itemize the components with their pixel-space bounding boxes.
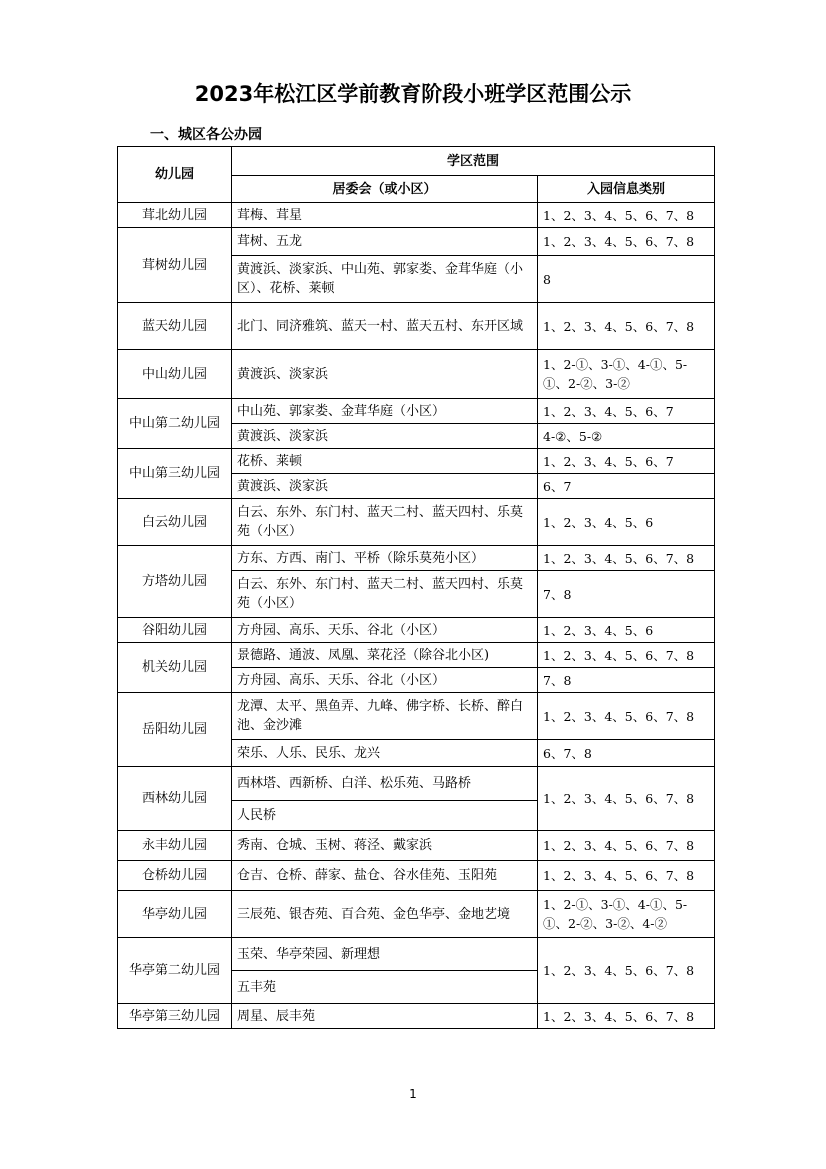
community-cell: 人民桥 <box>232 801 538 831</box>
community-cell: 黄渡浜、淡家浜 <box>232 350 538 399</box>
community-cell: 茸树、五龙 <box>232 228 538 256</box>
kindergarten-cell: 机关幼儿园 <box>118 643 232 693</box>
category-cell: 8 <box>538 256 715 303</box>
community-cell: 方东、方西、南门、平桥（除乐莫苑小区） <box>232 546 538 571</box>
table-row <box>118 228 715 256</box>
community-cell: 黄渡浜、淡家浜 <box>232 424 538 449</box>
category-cell: 1、2、3、4、5、6、7、8 <box>538 767 715 831</box>
kindergarten-cell: 中山第二幼儿园 <box>118 399 232 449</box>
category-cell: 1、2、3、4、5、6、7 <box>538 449 715 474</box>
kindergarten-cell: 华亭第二幼儿园 <box>118 938 232 1004</box>
community-cell: 花桥、莱顿 <box>232 449 538 474</box>
category-cell: 1、2、3、4、5、6、7、8 <box>538 228 715 256</box>
page-title: 2023年松江区学前教育阶段小班学区范围公示 <box>194 82 632 106</box>
table-row <box>118 643 715 668</box>
category-cell: 4-②、5-② <box>538 424 715 449</box>
table-row <box>118 767 715 801</box>
community-cell: 仓吉、仓桥、薛家、盐仓、谷水佳苑、玉阳苑 <box>232 861 538 891</box>
table-row <box>118 203 715 228</box>
category-cell: 1、2-①、3-①、4-①、5-①、2-②、3-② <box>538 350 715 399</box>
category-cell: 1、2、3、4、5、6、7、8 <box>538 1004 715 1029</box>
kindergarten-cell: 中山第三幼儿园 <box>118 449 232 499</box>
table-row <box>118 350 715 399</box>
header-district-range: 学区范围 <box>232 147 715 176</box>
community-cell: 玉荣、华亭荣园、新理想 <box>232 938 538 971</box>
kindergarten-cell: 华亭第三幼儿园 <box>118 1004 232 1029</box>
table-row <box>118 499 715 546</box>
community-cell: 五丰苑 <box>232 971 538 1004</box>
table-row <box>118 546 715 571</box>
community-cell: 周星、辰丰苑 <box>232 1004 538 1029</box>
table-row <box>118 303 715 350</box>
header-community: 居委会（或小区） <box>232 176 538 203</box>
community-cell: 西林塔、西新桥、白洋、松乐苑、马路桥 <box>232 767 538 801</box>
table-row <box>118 938 715 971</box>
community-cell: 荣乐、人乐、民乐、龙兴 <box>232 740 538 767</box>
table-row <box>118 693 715 740</box>
category-cell: 1、2、3、4、5、6、7、8 <box>538 303 715 350</box>
category-cell: 1、2、3、4、5、6、7、8 <box>538 861 715 891</box>
page-number: 1 <box>409 1087 417 1101</box>
community-cell: 白云、东外、东门村、蓝天二村、蓝天四村、乐莫苑（小区） <box>232 499 538 546</box>
community-cell: 中山苑、郭家娄、金茸华庭（小区） <box>232 399 538 424</box>
table-row <box>118 1004 715 1029</box>
kindergarten-cell: 方塔幼儿园 <box>118 546 232 618</box>
category-cell: 7、8 <box>538 668 715 693</box>
category-cell: 6、7 <box>538 474 715 499</box>
community-cell: 三辰苑、银杏苑、百合苑、金色华亭、金地艺境 <box>232 891 538 938</box>
category-cell: 6、7、8 <box>538 740 715 767</box>
category-cell: 1、2、3、4、5、6、7、8 <box>538 693 715 740</box>
header-category: 入园信息类别 <box>538 176 715 203</box>
table-row <box>118 399 715 424</box>
section-heading: 一、城区各公办园 <box>150 127 262 143</box>
kindergarten-cell: 茸树幼儿园 <box>118 228 232 303</box>
category-cell: 1、2、3、4、5、6、7、8 <box>538 203 715 228</box>
community-cell: 龙潭、太平、黑鱼弄、九峰、佛字桥、长桥、醉白池、金沙滩 <box>232 693 538 740</box>
category-cell: 1、2、3、4、5、6、7、8 <box>538 938 715 1004</box>
community-cell: 黄渡浜、淡家浜 <box>232 474 538 499</box>
category-cell: 1、2-①、3-①、4-①、5-①、2-②、3-②、4-② <box>538 891 715 938</box>
category-cell: 7、8 <box>538 571 715 618</box>
category-cell: 1、2、3、4、5、6、7、8 <box>538 643 715 668</box>
table-row <box>118 861 715 891</box>
district-table <box>117 146 715 1029</box>
community-cell: 景德路、通波、凤凰、菜花泾（除谷北小区) <box>232 643 538 668</box>
community-cell: 白云、东外、东门村、蓝天二村、蓝天四村、乐莫苑（小区） <box>232 571 538 618</box>
kindergarten-cell: 西林幼儿园 <box>118 767 232 831</box>
kindergarten-cell: 中山幼儿园 <box>118 350 232 399</box>
header-kindergarten: 幼儿园 <box>118 147 232 203</box>
table-row <box>118 449 715 474</box>
kindergarten-cell: 蓝天幼儿园 <box>118 303 232 350</box>
kindergarten-cell: 白云幼儿园 <box>118 499 232 546</box>
kindergarten-cell: 华亭幼儿园 <box>118 891 232 938</box>
category-cell: 1、2、3、4、5、6、7、8 <box>538 831 715 861</box>
community-cell: 秀南、仓城、玉树、蒋泾、戴家浜 <box>232 831 538 861</box>
table-row <box>118 831 715 861</box>
community-cell: 方舟园、高乐、天乐、谷北（小区） <box>232 668 538 693</box>
community-cell: 茸梅、茸星 <box>232 203 538 228</box>
category-cell: 1、2、3、4、5、6 <box>538 618 715 643</box>
community-cell: 黄渡浜、淡家浜、中山苑、郭家娄、金茸华庭（小区）、花桥、莱顿 <box>232 256 538 303</box>
kindergarten-cell: 永丰幼儿园 <box>118 831 232 861</box>
table-row <box>118 891 715 938</box>
category-cell: 1、2、3、4、5、6、7、8 <box>538 546 715 571</box>
community-cell: 方舟园、高乐、天乐、谷北（小区） <box>232 618 538 643</box>
kindergarten-cell: 岳阳幼儿园 <box>118 693 232 767</box>
table-row <box>118 618 715 643</box>
category-cell: 1、2、3、4、5、6 <box>538 499 715 546</box>
kindergarten-cell: 茸北幼儿园 <box>118 203 232 228</box>
kindergarten-cell: 谷阳幼儿园 <box>118 618 232 643</box>
community-cell: 北门、同济雅筑、蓝天一村、蓝天五村、东开区域 <box>232 303 538 350</box>
category-cell: 1、2、3、4、5、6、7 <box>538 399 715 424</box>
kindergarten-cell: 仓桥幼儿园 <box>118 861 232 891</box>
